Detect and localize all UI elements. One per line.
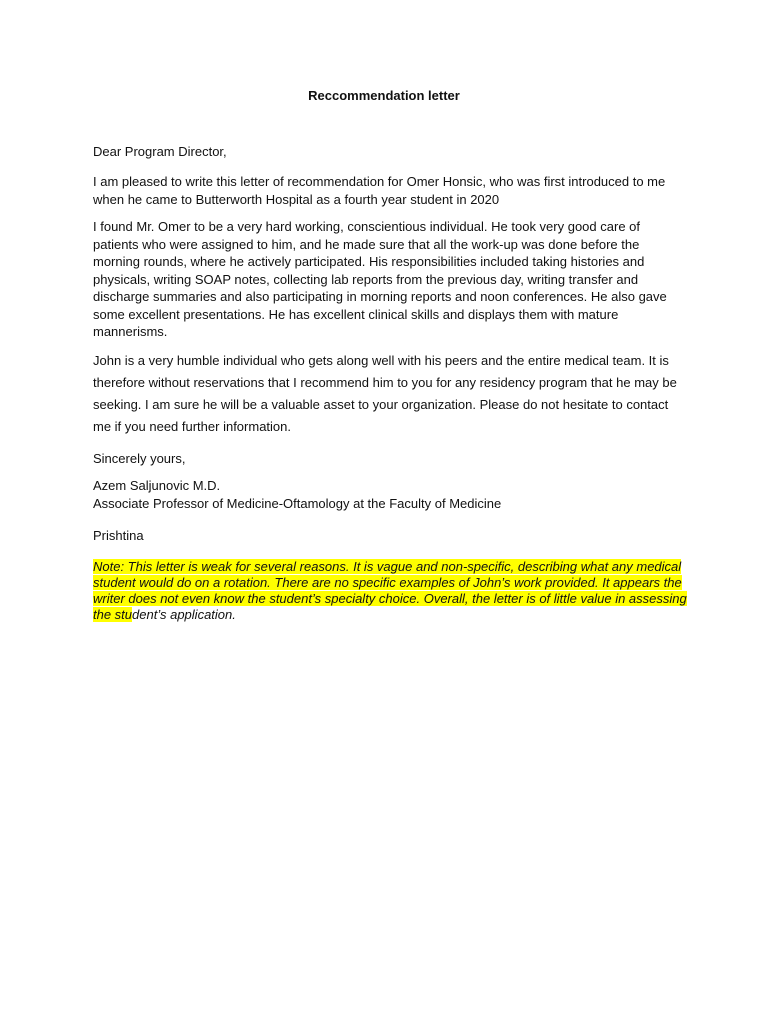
paragraph-recommendation: John is a very humble individual who gets along well with his peers and the entire medical team. It is therefore without reservations that I recommend him to you for any residency program that he may be seeking. I am sure he will be a valuable asset to your organization. Please do not hesitate to contact me if you need further information. [93, 353, 677, 434]
reviewer-note [93, 559, 689, 623]
signature-block [93, 477, 683, 512]
note-highlighted-text: Note: This letter is weak for several reasons. It is vague and non-specific, describing what any medical student would do on a rotation. There are no specific examples of John’s work provided. It appears the writer does not even know the student’s specialty choice. Overall, the letter is of little value in assessing the stu [93, 559, 687, 622]
letter-title: Reccommendation letter [308, 88, 460, 103]
signer-name: Azem Saljunovic M.D. [93, 478, 221, 493]
city: Prishtina [93, 528, 144, 543]
paragraph-introduction: I am pleased to write this letter of recommendation for Omer Honsic, who was first introduced to me when he came to Butterworth Hospital as a fourth year student in 2020 [93, 174, 666, 207]
signer-title: Associate Professor of Medicine-Oftamology at the Faculty of Medicine [93, 495, 502, 511]
note-unhighlighted-text: dent’s application. [132, 607, 236, 622]
salutation: Dear Program Director, [93, 144, 227, 159]
paragraph-evaluation: I found Mr. Omer to be a very hard working, conscientious individual. He took very good care of patients who were assigned to him, and he made sure that all the work-up was done before the morning rounds, where he actively participated. His responsibilities included taking histories and physicals, writing SOAP notes, collecting lab reports from the previous day, writing transfer and discharge summaries and also participating in morning reports and noon conferences. He also gave some excellent presentations. He has excellent clinical skills and displays them with mature mannerisms. [93, 219, 667, 339]
closing: Sincerely yours, [93, 451, 186, 466]
